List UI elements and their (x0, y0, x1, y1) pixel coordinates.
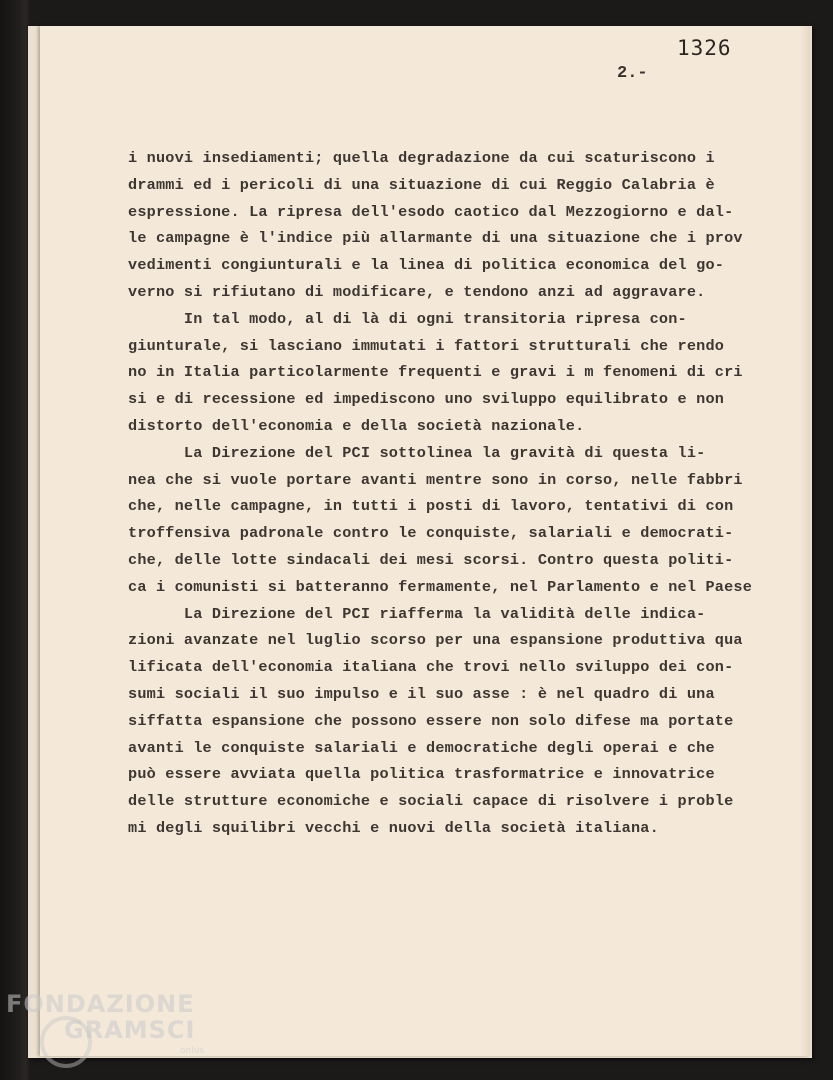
text-line: avanti le conquiste salariali e democratiche degli operai e che (128, 738, 715, 757)
text-line: La Direzione del PCI sottolinea la gravità di questa li- (128, 443, 706, 462)
text-line: no in Italia particolarmente frequenti e gravi i m fenomeni di cri (128, 363, 743, 382)
text-line: che, delle lotte sindacali dei mesi scorsi. Contro questa politi- (128, 550, 734, 569)
watermark-suffix: onlus (180, 1046, 205, 1056)
page-number: 2.- (617, 64, 648, 83)
text-line: vedimenti congiunturali e la linea di politica economica del go- (128, 256, 725, 275)
text-line: distorto dell'economia e della società nazionale. (128, 416, 585, 435)
document-body (128, 145, 808, 842)
text-line: può essere avviata quella politica trasformatrice e innovatrice (128, 765, 715, 784)
text-line: lificata dell'economia italiana che trovi nello sviluppo dei con- (128, 658, 734, 677)
text-line: verno si rifiutano di modificare, e tendono anzi ad aggravare. (128, 282, 706, 301)
text-line: ca i comunisti si batteranno fermamente, nel Parlamento e nel Paese (128, 577, 753, 596)
text-line: zioni avanzate nel luglio scorso per una espansione produttiva qua (128, 631, 743, 650)
text-line: drammi ed i pericoli di una situazione di cui Reggio Calabria è (128, 175, 715, 194)
text-line: troffensiva padronale contro le conquiste, salariali e democrati- (128, 524, 734, 543)
text-line: La Direzione del PCI riafferma la validità delle indica- (128, 604, 706, 623)
text-line: sumi sociali il suo impulso e il suo asse : è nel quadro di una (128, 684, 715, 703)
text-line: mi degli squilibri vecchi e nuovi della società italiana. (128, 818, 659, 837)
text-line: nea che si vuole portare avanti mentre sono in corso, nelle fabbri (128, 470, 743, 489)
text-line: delle strutture economiche e sociali capace di risolvere i proble (128, 792, 734, 811)
text-line: siffatta espansione che possono essere non solo difese ma portate (128, 711, 734, 730)
text-line: i nuovi insediamenti; quella degradazione da cui scaturiscono i (128, 149, 715, 167)
archive-number: 1326 (677, 36, 732, 60)
text-line: In tal modo, al di là di ogni transitoria ripresa con- (128, 309, 687, 328)
watermark-title: FONDAZIONE (6, 990, 195, 1018)
text-line: che, nelle campagne, in tutti i posti di lavoro, tentativi di con (128, 497, 734, 516)
text-line: si e di recessione ed impediscono uno sviluppo equilibrato e non (128, 390, 725, 409)
text-line: le campagne è l'indice più allarmante di una situazione che i prov (128, 229, 743, 248)
watermark-subtitle: GRAMSCI (64, 1016, 196, 1044)
text-line: giunturale, si lasciano immutati i fattori strutturali che rendo (128, 336, 725, 355)
fondazione-gramsci-watermark (6, 986, 226, 1076)
text-line: espressione. La ripresa dell'esodo caotico dal Mezzogiorno e dal- (128, 202, 734, 221)
